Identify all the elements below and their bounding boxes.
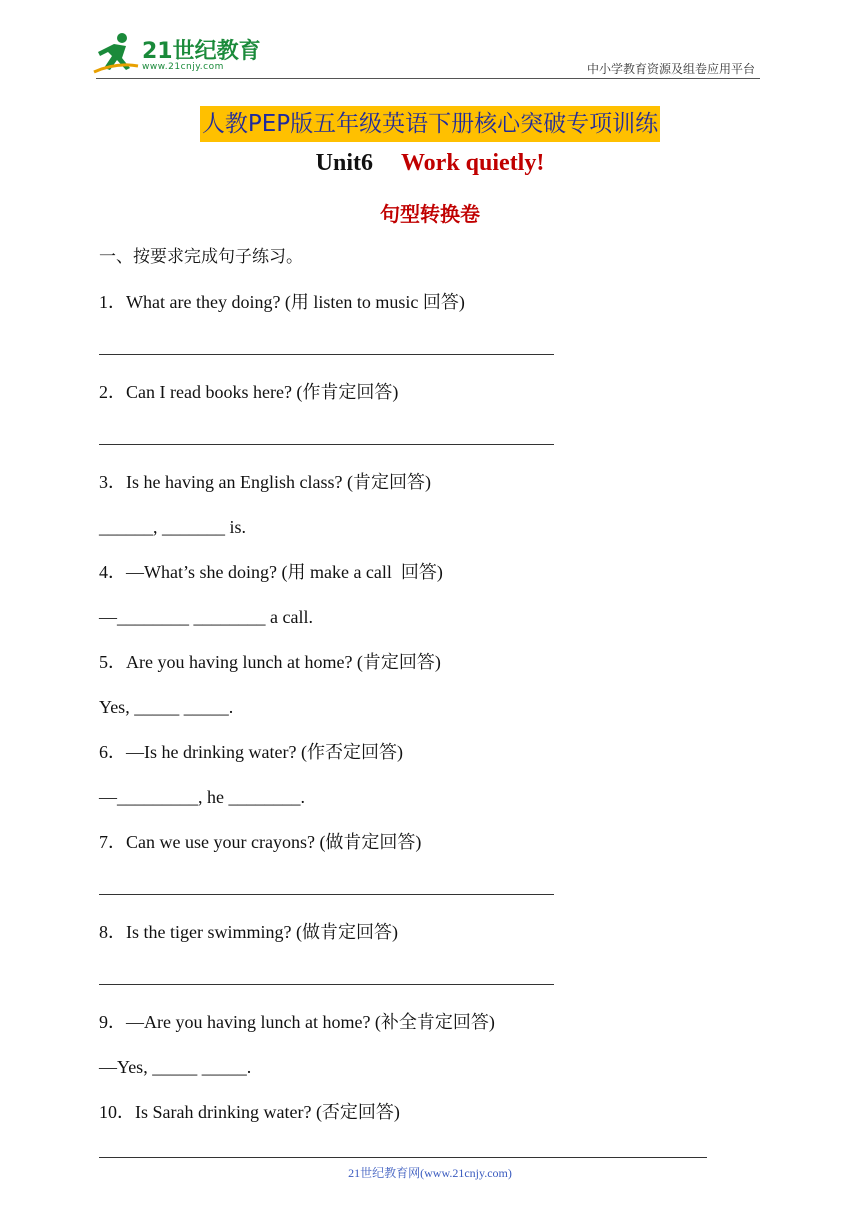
logo-text: 21世纪教育	[142, 39, 261, 64]
unit-number: Unit6	[315, 150, 373, 176]
question-10: 10．Is Sarah drinking water? (否定回答)	[99, 1102, 400, 1122]
question-8: 8．Is the tiger swimming? (做肯定回答)	[99, 922, 398, 942]
answer-line-7[interactable]	[99, 868, 739, 913]
question-2: 2．Can I read books here? (作肯定回答)	[99, 382, 399, 402]
unit-heading	[0, 150, 860, 177]
question-5: 5．Are you having lunch at home? (肯定回答)	[99, 652, 441, 672]
logo-url: www.21cnjy.com	[142, 62, 224, 72]
footer-divider	[99, 1157, 707, 1158]
worksheet-subtitle: 句型转换卷	[380, 202, 480, 226]
section-title: 一、按要求完成句子练习。	[99, 247, 303, 267]
header-divider	[96, 78, 760, 79]
runner-logo-icon	[92, 30, 140, 76]
answer-9[interactable]: —Yes, _____ _____.	[99, 1057, 252, 1077]
question-3: 3．Is he having an English class? (肯定回答)	[99, 472, 431, 492]
answer-line-8[interactable]	[99, 958, 739, 1003]
answer-4[interactable]: —________ ________ a call.	[99, 607, 313, 627]
header-platform-text: 中小学教育资源及组卷应用平台	[586, 62, 755, 76]
footer-text: 21世纪教育网(www.21cnjy.com)	[348, 1166, 512, 1180]
answer-3[interactable]: ______, _______ is.	[99, 517, 247, 537]
answer-line-1[interactable]	[99, 328, 739, 373]
question-9: 9．—Are you having lunch at home? (补全肯定回答)	[99, 1012, 495, 1032]
question-7: 7．Can we use your crayons? (做肯定回答)	[99, 832, 422, 852]
answer-6[interactable]: —_________, he ________.	[99, 787, 305, 807]
question-6: 6．—Is he drinking water? (作否定回答)	[99, 742, 403, 762]
question-4: 4．—What’s she doing? (用 make a call 回答)	[99, 562, 443, 582]
worksheet-body	[99, 238, 739, 1138]
answer-5[interactable]: Yes, _____ _____.	[99, 697, 234, 717]
logo	[92, 30, 262, 80]
unit-name: Work quietly!	[401, 150, 545, 176]
question-1: 1．What are they doing? (用 listen to music 回答)	[99, 292, 465, 312]
page-title: 人教PEP版五年级英语下册核心突破专项训练	[200, 106, 660, 142]
answer-line-2[interactable]	[99, 418, 739, 463]
page-header	[0, 0, 860, 86]
